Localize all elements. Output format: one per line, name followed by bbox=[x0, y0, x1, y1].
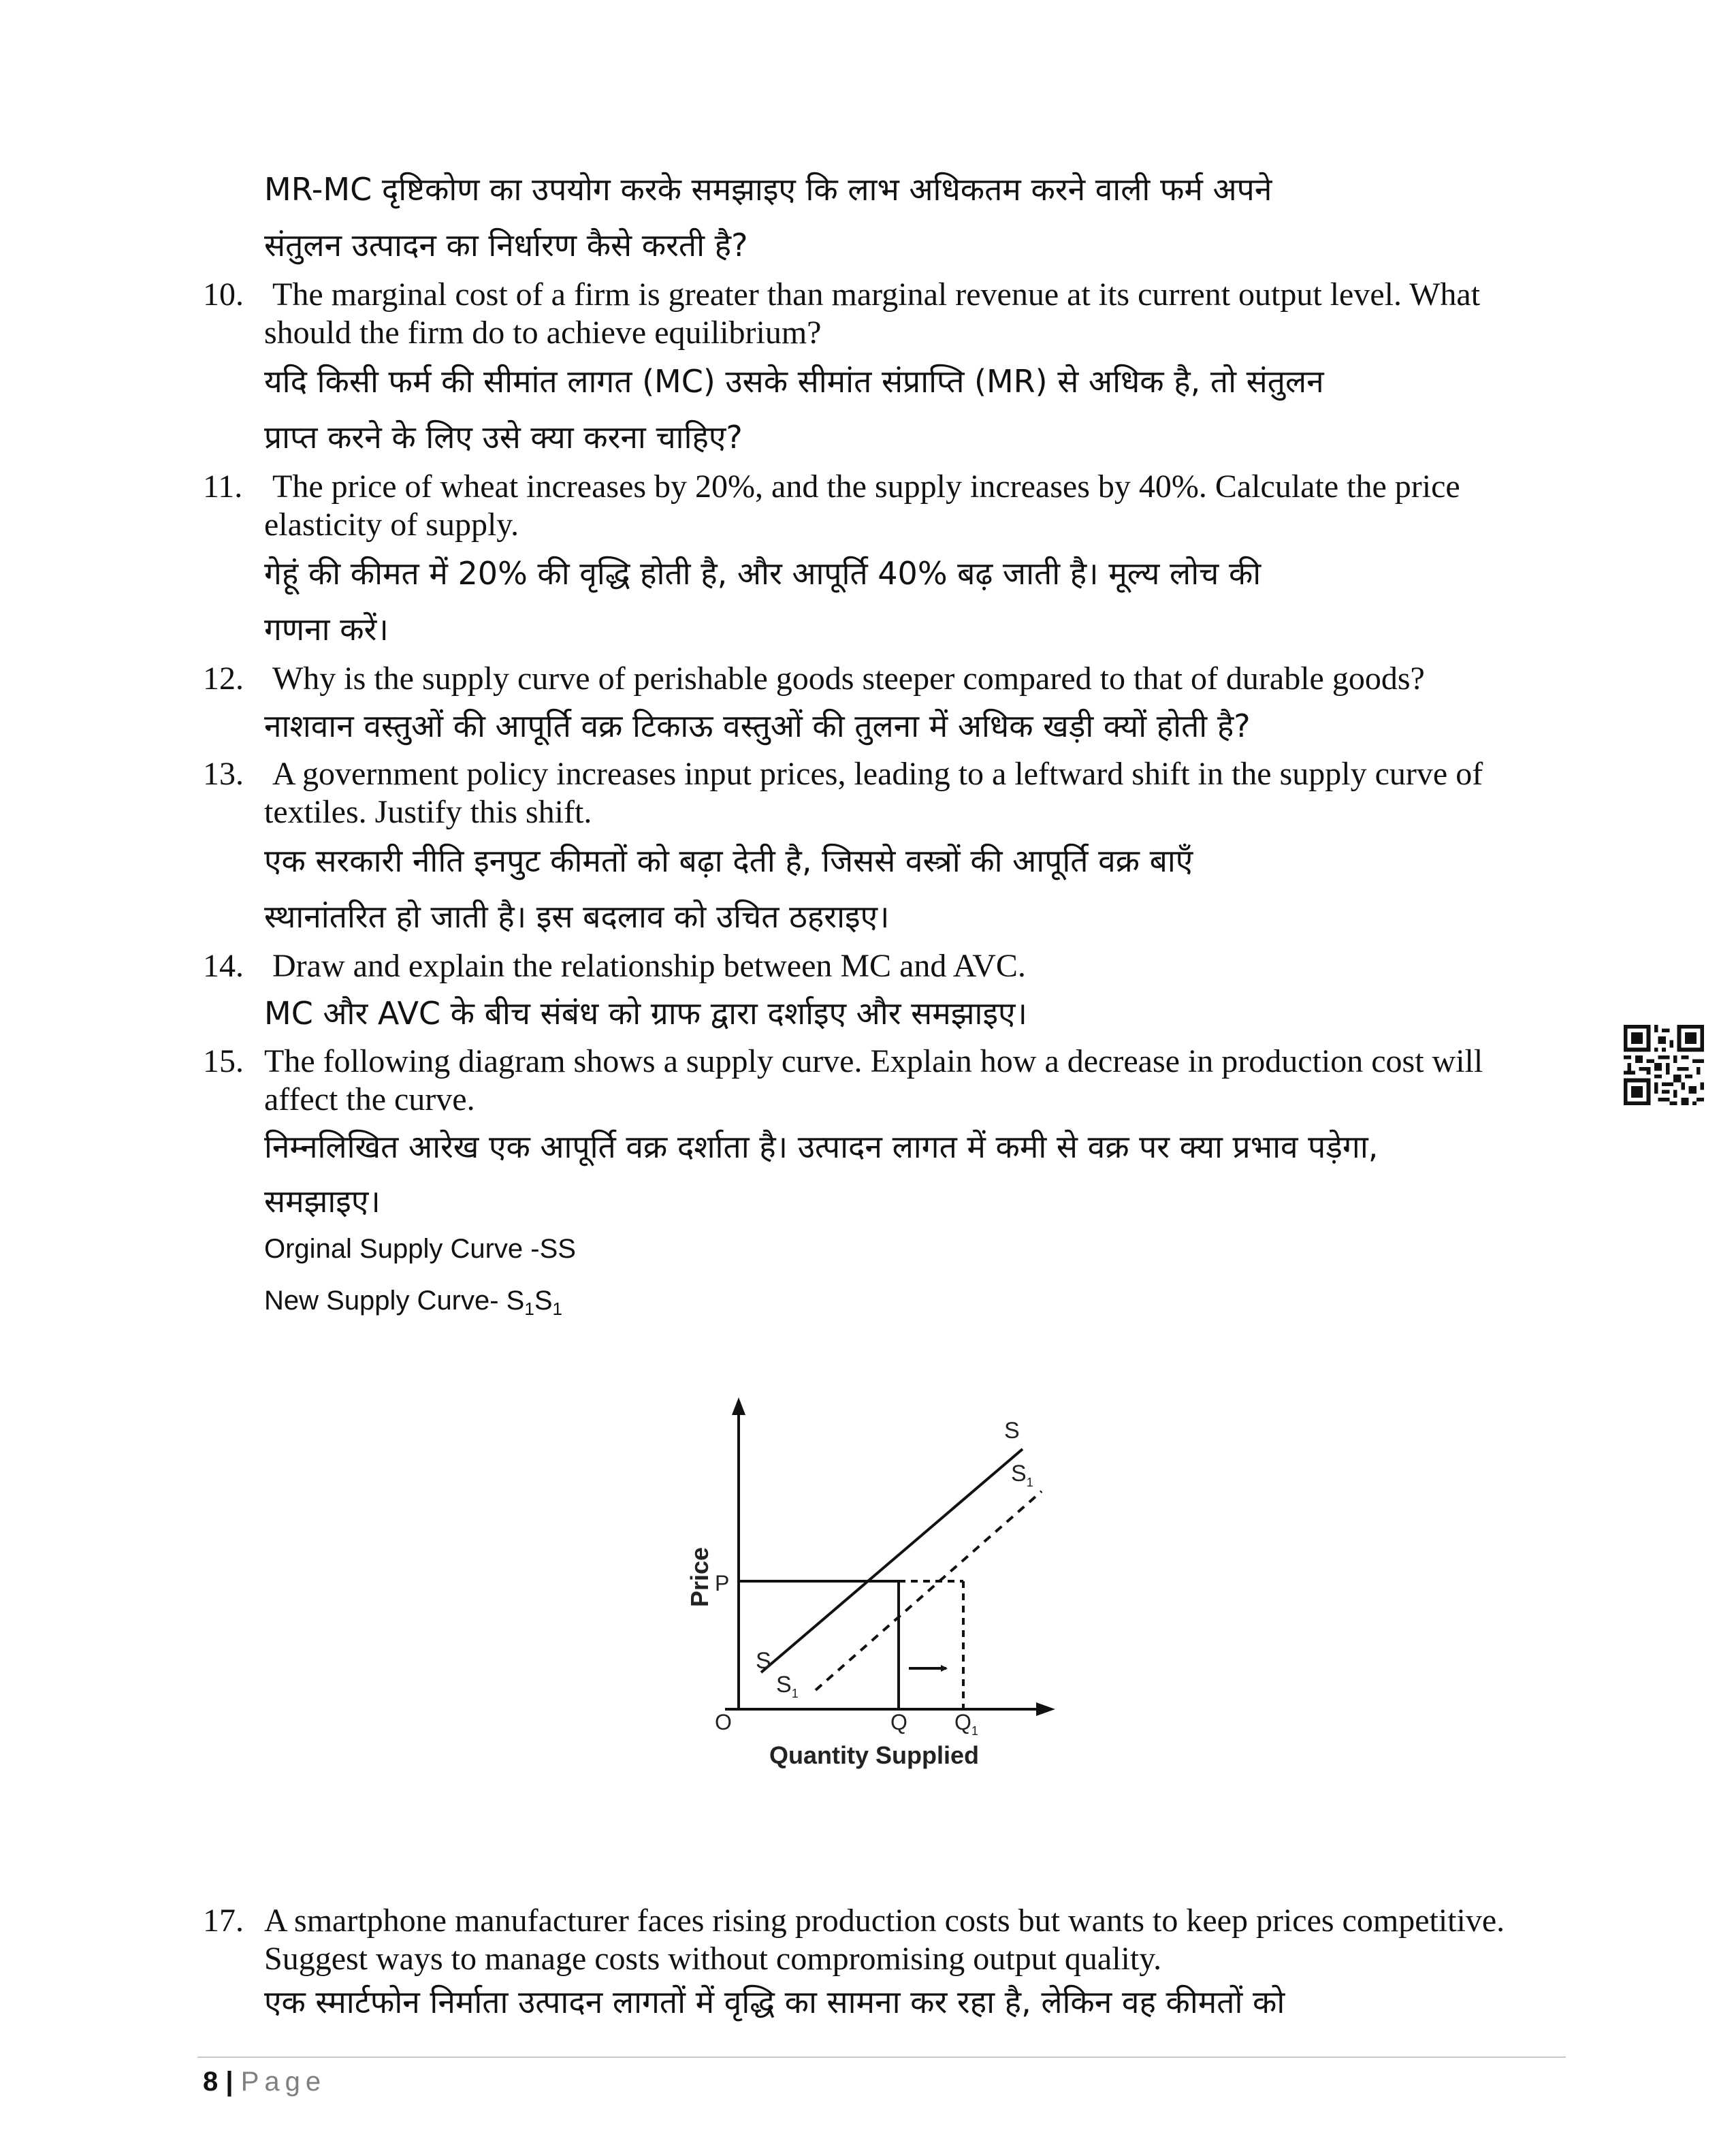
supply-curve-ss bbox=[761, 1449, 1023, 1672]
question-number: 15. bbox=[203, 1043, 244, 1079]
question-number: 13. bbox=[203, 756, 244, 792]
page-footer bbox=[203, 2065, 326, 2099]
supply-curve-s1s1 bbox=[816, 1491, 1042, 1690]
question-hindi-line: निम्नलिखित आरेख एक आपूर्ति वक्र दर्शाता है। उत्पादन लागत में कमी से वक्र पर क्या प्रभाव पड़ेगा, bbox=[264, 1128, 1379, 1165]
price-p-label: P bbox=[715, 1571, 730, 1595]
question-number: 11. bbox=[203, 468, 243, 505]
page-word: Page bbox=[240, 2067, 327, 2097]
new-curve-subscript-2: 1 bbox=[552, 1299, 562, 1319]
curve-s1-bottom-label bbox=[776, 1672, 799, 1700]
supply-curve-diagram bbox=[674, 1389, 1082, 1784]
curve-s-top-label: S bbox=[1004, 1418, 1020, 1444]
question-hindi-line: गेहूं की कीमत में 20% की वृद्धि होती है, और आपूर्ति 40% बढ़ जाती है। मूल्य लोच की bbox=[264, 555, 1261, 592]
question-hindi-line: MR-MC दृष्टिकोण का उपयोग करके समझाइए कि लाभ अधिकतम करने वाली फर्म अपने bbox=[264, 171, 1272, 208]
s1-top-subscript: 1 bbox=[1026, 1476, 1033, 1489]
question-english-line: The price of wheat increases by 20%, and the supply increases by 40%. Calculate the price bbox=[272, 468, 1460, 505]
footer-divider bbox=[197, 2056, 1566, 2058]
q1-text: Q bbox=[954, 1710, 971, 1734]
question-hindi-line: नाशवान वस्तुओं की आपूर्ति वक्र टिकाऊ वस्तुओं की तुलना में अधिक खड़ी क्यों होती है? bbox=[264, 708, 1251, 744]
question-english-line: Why is the supply curve of perishable goods steeper compared to that of durable goods? bbox=[272, 661, 1425, 697]
s1-top-text: S bbox=[1011, 1461, 1027, 1487]
x-axis-arrow-icon bbox=[1036, 1702, 1055, 1716]
question-english-line: should the firm do to achieve equilibrium? bbox=[264, 315, 822, 351]
origin-label: O bbox=[715, 1710, 732, 1734]
question-number: 17. bbox=[203, 1903, 244, 1939]
question-number: 12. bbox=[203, 661, 244, 697]
x-axis-label: Quantity Supplied bbox=[769, 1741, 980, 1769]
question-english-line: The marginal cost of a firm is greater than marginal revenue at its current output level. What bbox=[272, 276, 1481, 313]
new-curve-subscript: 1 bbox=[524, 1299, 534, 1319]
footer-separator: | bbox=[225, 2067, 234, 2097]
new-curve-label bbox=[264, 1280, 562, 1329]
quantity-q1-label bbox=[954, 1710, 978, 1738]
question-hindi-line: गणना करें। bbox=[264, 611, 389, 648]
question-number: 10. bbox=[203, 276, 244, 313]
question-english-line: A smartphone manufacturer faces rising production costs but wants to keep prices competitive. bbox=[264, 1903, 1505, 1939]
curve-s-bottom-label: S bbox=[756, 1648, 771, 1674]
y-axis-arrow-icon bbox=[732, 1397, 745, 1415]
question-hindi-line: MC और AVC के बीच संबंध को ग्राफ द्वारा दर्शाइए और समझाइए। bbox=[264, 995, 1027, 1032]
question-english-line: A government policy increases input prices, leading to a leftward shift in the supply curve of bbox=[272, 756, 1483, 792]
question-hindi-line: समझाइए। bbox=[264, 1183, 381, 1220]
new-curve-text: New Supply Curve- S bbox=[264, 1286, 525, 1316]
question-english-line: Draw and explain the relationship between MC and AVC. bbox=[272, 948, 1026, 984]
q1-subscript: 1 bbox=[971, 1724, 978, 1738]
question-hindi-line: प्राप्त करने के लिए उसे क्या करना चाहिए? bbox=[264, 419, 743, 456]
s1-bottom-subscript: 1 bbox=[791, 1687, 799, 1700]
question-number: 14. bbox=[203, 948, 244, 984]
question-english-line: affect the curve. bbox=[264, 1081, 475, 1117]
question-english-line: textiles. Justify this shift. bbox=[264, 794, 592, 830]
quantity-q-label: Q bbox=[890, 1710, 907, 1734]
qr-code-icon bbox=[1624, 1025, 1704, 1105]
question-hindi-line: संतुलन उत्पादन का निर्धारण कैसे करती है? bbox=[264, 227, 748, 264]
page-number: 8 bbox=[203, 2067, 219, 2097]
question-english-line: The following diagram shows a supply curve. Explain how a decrease in production cost will bbox=[264, 1043, 1483, 1079]
question-hindi-line: एक स्मार्टफोन निर्माता उत्पादन लागतों में वृद्धि का सामना कर रहा है, लेकिन वह कीमतों को bbox=[264, 1984, 1285, 2020]
question-hindi-line: यदि किसी फर्म की सीमांत लागत (MC) उसके सीमांत संप्राप्ति (MR) से अधिक है, तो संतुलन bbox=[264, 363, 1324, 400]
question-hindi-line: स्थानांतरित हो जाती है। इस बदलाव को उचित ठहराइए। bbox=[264, 898, 890, 935]
question-english-line: Suggest ways to manage costs without compromising output quality. bbox=[264, 1941, 1162, 1977]
original-curve-label: Orginal Supply Curve -SS bbox=[264, 1234, 576, 1264]
curve-s1-top-label bbox=[1011, 1461, 1033, 1489]
s1-bottom-text: S bbox=[776, 1672, 792, 1698]
new-curve-text-2: S bbox=[534, 1286, 553, 1316]
question-hindi-line: एक सरकारी नीति इनपुट कीमतों को बढ़ा देती है, जिससे वस्त्रों की आपूर्ति वक्र बाएँ bbox=[264, 842, 1193, 879]
y-axis-label: Price bbox=[686, 1546, 713, 1607]
question-english-line: elasticity of supply. bbox=[264, 507, 519, 543]
